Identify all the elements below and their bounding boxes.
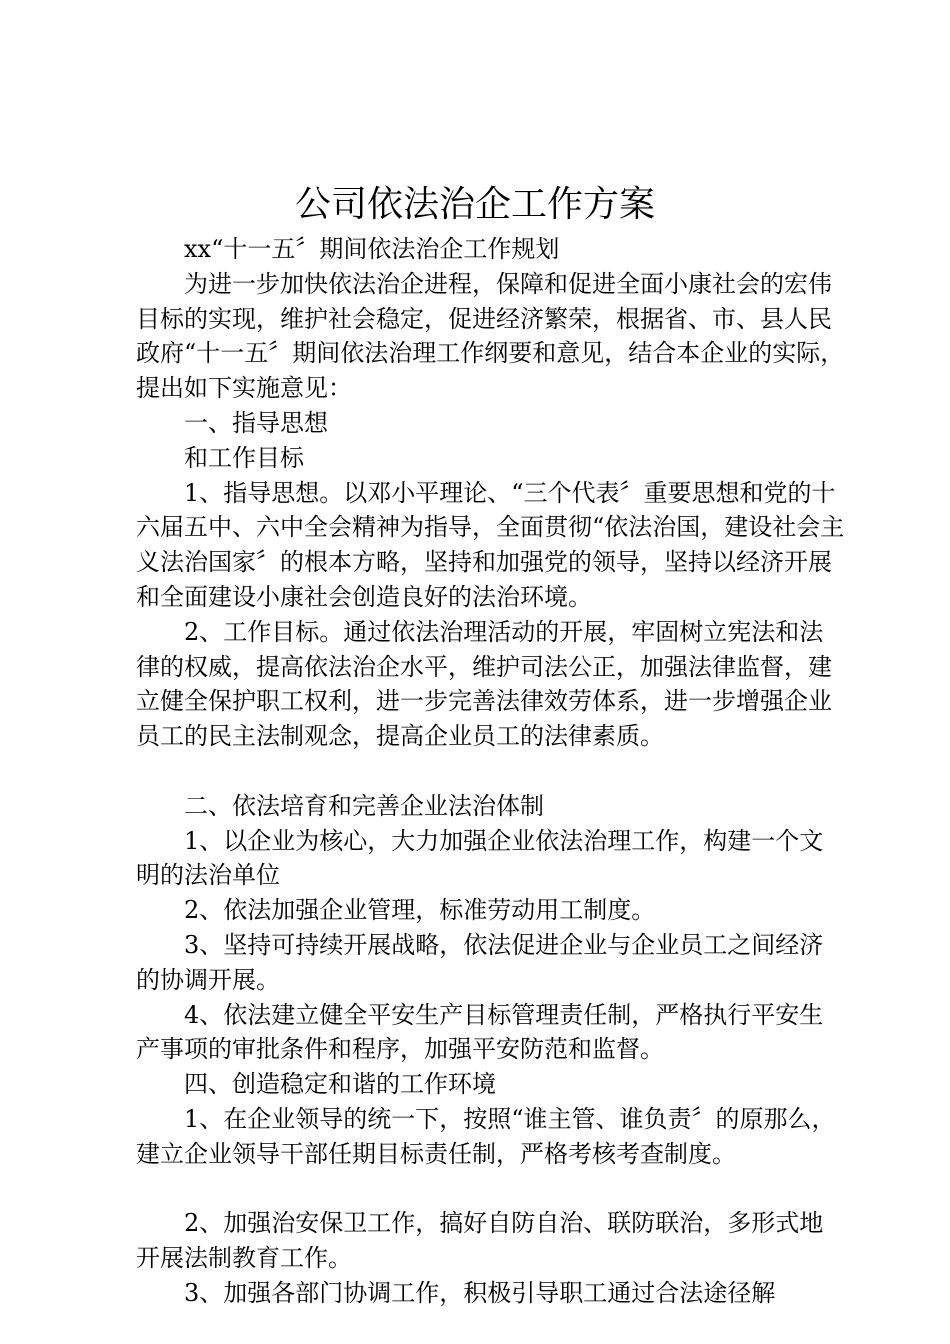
paragraph-intro: 为进一步加快依法治企进程，保障和促进全面小康社会的宏伟目标的实现，维护社会稳定，促进经济繁荣，根据省、市、县人民政府“十一五〞期间依法治理工作纲要和意见，结合本企业的实际，提出如下实施意见： bbox=[136, 269, 845, 403]
paragraph-section-1-heading: 一、指导思想 bbox=[184, 408, 328, 437]
paragraph-gap bbox=[136, 1172, 846, 1207]
paragraph-section-2-item-2: 2、依法加强企业管理，标准劳动用工制度。 bbox=[184, 896, 656, 925]
paragraph-plan-heading: xx“十一五〞期间依法治企工作规划 bbox=[184, 235, 560, 263]
paragraph-section-4-item-2: 2、加强治安保卫工作，搞好自防自治、联防联治，多形式地开展法制教育工作。 bbox=[136, 1209, 824, 1273]
paragraph-section-4-heading: 四、创造稳定和谐的工作环境 bbox=[184, 1070, 496, 1099]
paragraph-section-4-item-3: 3、加强各部门协调工作，积极引导职工通过合法途径解 bbox=[184, 1278, 776, 1307]
paragraph-work-goal: 2、工作目标。通过依法治理活动的开展，牢固树立宪法和法律的权威，提高依法治企水平，维护司法公正，加强法律监督，建立健全保护职工权利，进一步完善法律效劳体系，进一步增强企业员工的民主法制观念，提高企业员工的法律素质。 bbox=[136, 617, 832, 751]
paragraph-gap bbox=[136, 754, 846, 789]
paragraph-section-2-heading: 二、依法培育和完善企业法治体制 bbox=[184, 791, 544, 820]
paragraph-section-2-item-1: 1、以企业为核心，大力加强企业依法治理工作，构建一个文明的法治单位 bbox=[136, 826, 824, 890]
document-body bbox=[136, 232, 846, 1311]
paragraph-guiding-thought: 1、指导思想。以邓小平理论、“三个代表〞重要思想和党的十六届五中、六中全会精神为指导，全面贯彻“依法治国，建设社会主义法治国家〞的根本方略，坚持和加强党的领导，坚持以经济开展和全面建设小康社会创造良好的法治环境。 bbox=[136, 478, 845, 611]
document-title: 公司依法治企工作方案 bbox=[294, 184, 655, 225]
paragraph-section-4-item-1: 1、在企业领导的统一下，按照“谁主管、谁负责〞的原那么，建立企业领导干部任期目标责任制，严格考核考查制度。 bbox=[136, 1104, 836, 1168]
paragraph-section-2-item-3: 3、坚持可持续开展战略，依法促进企业与企业员工之间经济的协调开展。 bbox=[136, 930, 824, 994]
paragraph-section-2-item-4: 4、依法建立健全平安生产目标管理责任制，严格执行平安生产事项的审批条件和程序，加强平安防范和监督。 bbox=[136, 1000, 824, 1064]
paragraph-section-1-heading-cont: 和工作目标 bbox=[184, 443, 304, 472]
